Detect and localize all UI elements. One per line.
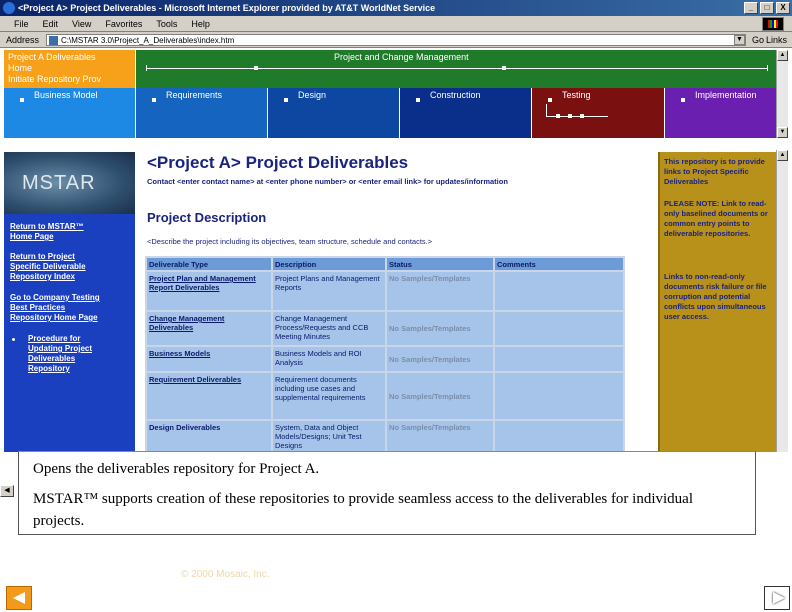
next-slide-button[interactable] [764, 586, 790, 610]
deliverable-comments [495, 312, 623, 345]
deliverable-comments [495, 421, 623, 452]
deliverable-status: No Samples/Templates [387, 312, 493, 345]
caption-line: MSTAR™ supports creation of these repositories to provide seamless access to the deliverables for individual projects. [33, 491, 694, 529]
phase-design[interactable] [268, 88, 399, 138]
contact-line: Contact <enter contact name> at <enter phone number> or <enter email link> for updates/information [147, 177, 508, 186]
section-heading: Project Description [147, 210, 267, 225]
address-input[interactable] [46, 34, 746, 46]
phase-label: Implementation [695, 90, 757, 100]
deliverable-link[interactable]: Design Deliverables [147, 421, 271, 452]
page-title: <Project A> Project Deliverables [147, 153, 409, 172]
minimize-button[interactable]: _ [744, 2, 758, 14]
deliverable-description: System, Data and Object Models/Designs; Unit Test Designs [273, 421, 385, 452]
deliverable-description: Business Models and ROI Analysis [273, 347, 385, 371]
link-testing-practices[interactable]: Repository Home Page [10, 313, 98, 322]
scroll-up-icon[interactable]: ▲ [777, 50, 788, 61]
timeline-marker [568, 114, 572, 118]
address-bar [0, 32, 792, 48]
deliverable-comments [495, 347, 623, 371]
timeline-marker [556, 114, 560, 118]
deliverable-status: No Samples/Templates [387, 347, 493, 371]
phase-label: Design [298, 90, 327, 100]
phase-marker [20, 98, 24, 102]
header-nav [4, 50, 135, 88]
table-row [147, 312, 623, 345]
timeline-marker [502, 66, 506, 70]
maximize-button[interactable]: □ [760, 2, 774, 14]
notes-risk: Links to non-read-only documents risk failure or file corruption and potential conflicts upon simultaneous user access. [664, 272, 767, 321]
table-row [147, 373, 623, 419]
phase-marker [548, 98, 552, 102]
link-project-index[interactable]: Specific Deliverable [10, 262, 86, 271]
nav-home[interactable]: Home [8, 63, 33, 73]
deliverable-description: Requirement documents including use cases and supplemental requirements [273, 373, 385, 419]
menu-view[interactable]: View [72, 19, 92, 29]
caption-line: Opens the deliverables repository for Project A. [33, 461, 320, 477]
phase-business-model[interactable] [4, 88, 135, 138]
phase-label: Construction [430, 90, 481, 100]
deliverable-link[interactable]: Change Management Deliverables [147, 312, 271, 345]
deliverable-status: No Samples/Templates [387, 272, 493, 310]
notes-warning: PLEASE NOTE: Link to read-only baselined documents or common entry points to deliverable repositories. [664, 199, 768, 238]
links-button[interactable]: Links [766, 35, 788, 45]
scroll-up-icon[interactable]: ▲ [777, 150, 788, 161]
project-description: <Describe the project including its objectives, team structure, schedule and contacts.> [147, 237, 433, 246]
link-project-index[interactable]: Return to Project [10, 252, 75, 261]
deliverable-description: Project Plans and Management Reports [273, 272, 385, 310]
window-controls [744, 2, 790, 14]
nav-initiate-repository[interactable]: Initiate Repository Prov [8, 74, 102, 84]
logo-text: MSTAR [22, 172, 96, 194]
menu-favorites[interactable]: Favorites [105, 19, 143, 29]
phase-marker [152, 98, 156, 102]
scroll-left-icon[interactable]: ◀ [0, 485, 14, 497]
phase-label: Requirements [166, 90, 223, 100]
deliverable-comments [495, 272, 623, 310]
window-title: <Project A> Project Deliverables - Microsoft Internet Explorer provided by AT&T WorldNet Service [18, 3, 436, 13]
timeline-marker [580, 114, 584, 118]
deliverable-description: Change Management Process/Requests and CCB Meeting Minutes [273, 312, 385, 345]
caption-box [18, 451, 756, 535]
ie-logo-icon [3, 2, 15, 14]
column-header: Deliverable Type [147, 258, 271, 270]
deliverables-table [145, 256, 625, 454]
address-value: C:\MSTAR 3.0\Project_A_Deliverables\index.htm [61, 36, 235, 45]
table-row [147, 272, 623, 310]
copyright: © 2000 Mosaic, Inc. [181, 569, 270, 580]
column-header: Status [387, 258, 493, 270]
phase-testing[interactable] [532, 88, 664, 138]
address-label: Address [6, 35, 40, 45]
link-update-procedure[interactable]: Updating Project [28, 344, 93, 353]
deliverable-status: No Samples/Templates [387, 373, 493, 419]
window-titlebar [0, 0, 792, 16]
link-update-procedure[interactable]: Procedure for [28, 334, 81, 343]
menu-help[interactable]: Help [191, 19, 210, 29]
go-button[interactable]: Go [752, 35, 765, 45]
column-header: Description [273, 258, 385, 270]
timeline-marker [254, 66, 258, 70]
address-dropdown-icon[interactable]: ▼ [734, 35, 745, 45]
menu-tools[interactable]: Tools [156, 19, 178, 29]
content-scrollbar[interactable] [776, 150, 788, 452]
link-update-procedure[interactable]: Repository [28, 364, 70, 373]
phase-label: Testing [562, 90, 591, 100]
column-header: Comments [495, 258, 623, 270]
menu-file[interactable]: File [14, 19, 29, 29]
header-scrollbar[interactable] [776, 50, 788, 138]
timeline-line [146, 68, 768, 69]
notes-intro: This repository is to provide links to Project Specific Deliverables [664, 157, 765, 186]
table-row [147, 347, 623, 371]
band-title: Project and Change Management [334, 52, 469, 62]
link-testing-practices[interactable]: Best Practices [10, 303, 66, 312]
link-mstar-home[interactable]: Return to MSTAR™ [10, 222, 84, 231]
link-project-index[interactable]: Repository Index [10, 272, 75, 281]
deliverable-link[interactable]: Requirement Deliverables [147, 373, 271, 419]
close-button[interactable]: X [776, 2, 790, 14]
table-header [147, 258, 623, 270]
phase-marker [284, 98, 288, 102]
link-update-procedure[interactable]: Deliverables [28, 354, 76, 363]
nav-project-deliverables[interactable]: Project A Deliverables [8, 52, 96, 62]
menu-bar [0, 16, 792, 32]
phase-marker [681, 98, 685, 102]
page-icon [49, 36, 58, 45]
deliverable-status: No Samples/Templates [387, 421, 493, 452]
deliverable-link[interactable]: Project Plan and Management Report Deliverables [147, 272, 271, 310]
phase-label: Business Model [34, 90, 98, 100]
deliverable-comments [495, 373, 623, 419]
phase-marker [416, 98, 420, 102]
phase-implementation[interactable] [665, 88, 776, 138]
testing-timeline [546, 104, 547, 116]
link-mstar-home[interactable]: Home Page [10, 232, 54, 241]
deliverable-link[interactable]: Business Models [147, 347, 271, 371]
previous-slide-button[interactable] [6, 586, 32, 610]
menu-edit[interactable]: Edit [42, 19, 59, 29]
link-testing-practices[interactable]: Go to Company Testing [10, 293, 100, 302]
bullet-icon [12, 338, 15, 341]
phase-requirements[interactable] [136, 88, 267, 138]
windows-logo-icon [762, 17, 784, 31]
phase-construction[interactable] [400, 88, 531, 138]
scroll-down-icon[interactable]: ▼ [777, 127, 788, 138]
table-row [147, 421, 623, 452]
